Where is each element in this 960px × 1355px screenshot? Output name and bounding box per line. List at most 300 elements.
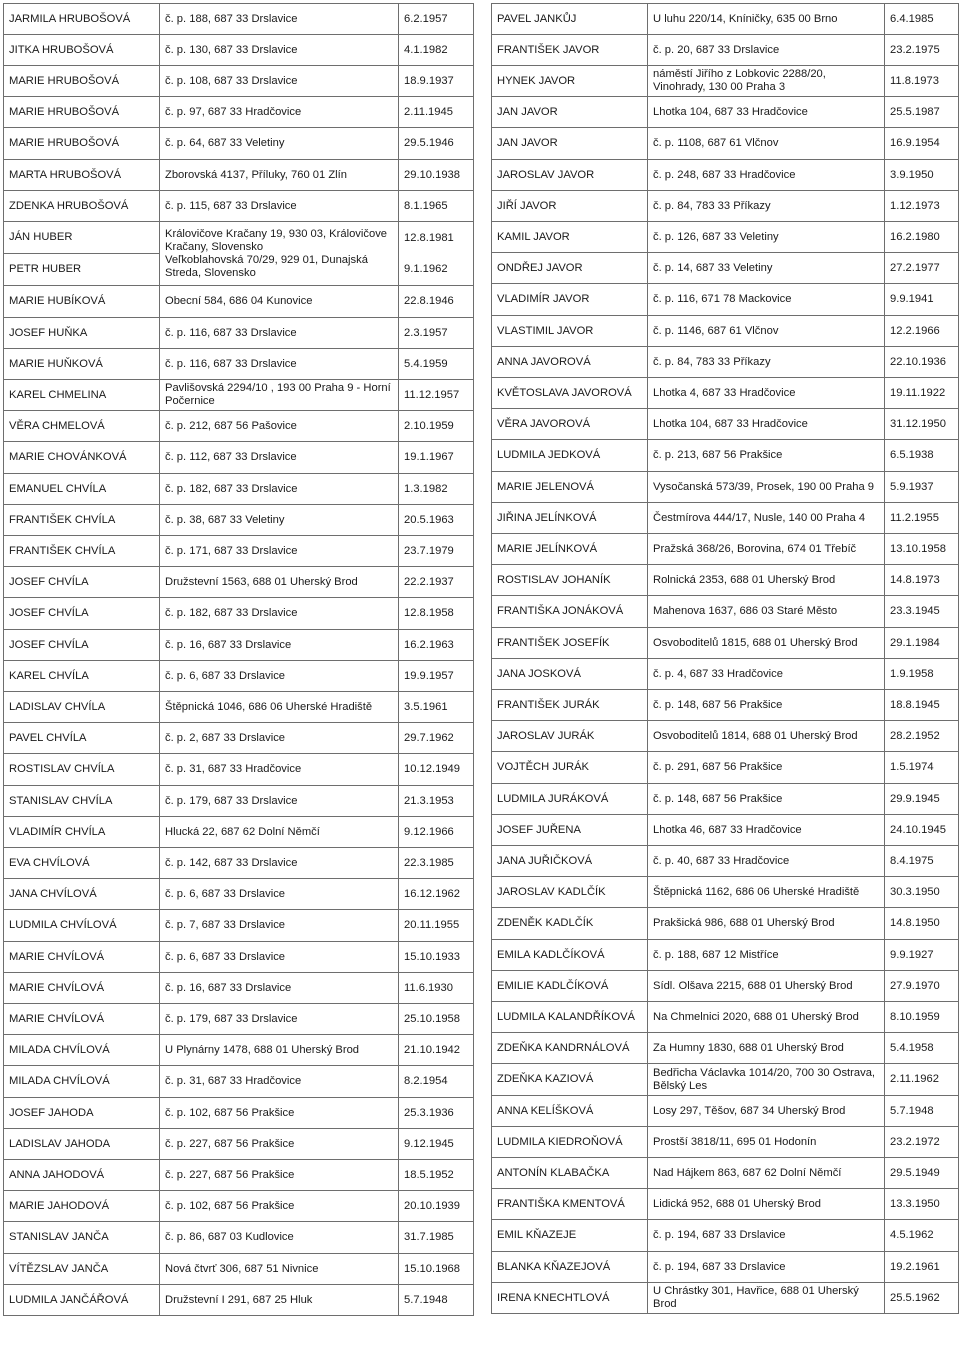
table-row xyxy=(492,596,959,628)
person-name-cell: LUDMILA KIEDROŇOVÁ xyxy=(492,1127,648,1158)
birth-date-cell: 22.8.1946 xyxy=(399,286,474,318)
table-row xyxy=(4,66,474,97)
person-name-cell: JÁN HUBER xyxy=(4,222,160,254)
person-name-cell: ROSTISLAV CHVÍLA xyxy=(4,754,160,786)
address-cell: Pavlišovská 2294/10 , 193 00 Praha 9 - Horní Počernice xyxy=(160,380,399,411)
birth-date-cell: 9.12.1966 xyxy=(399,817,474,848)
person-name-cell: JOSEF CHVÍLA xyxy=(4,598,160,630)
table-row xyxy=(4,349,474,380)
table-row xyxy=(492,877,959,908)
birth-date-cell: 5.9.1937 xyxy=(885,472,959,503)
address-cell: č. p. 148, 687 56 Prakšice xyxy=(648,784,885,815)
address-cell: Rolnická 2353, 688 01 Uherský Brod xyxy=(648,565,885,596)
person-name-cell: VĚRA CHMELOVÁ xyxy=(4,411,160,442)
person-name-cell: STANISLAV JANČA xyxy=(4,1222,160,1254)
birth-date-cell: 1.12.1973 xyxy=(885,191,959,222)
table-row xyxy=(492,253,959,284)
birth-date-cell: 8.1.1965 xyxy=(399,191,474,222)
birth-date-cell: 5.7.1948 xyxy=(885,1096,959,1127)
person-name-cell: MARIE HRUBOŠOVÁ xyxy=(4,66,160,97)
birth-date-cell: 23.2.1972 xyxy=(885,1127,959,1158)
person-name-cell: ZDENĚK KADLČÍK xyxy=(492,908,648,940)
address-cell: Lhotka 4, 687 33 Hradčovice xyxy=(648,378,885,409)
table-row xyxy=(492,815,959,846)
table-row xyxy=(492,284,959,316)
person-name-cell: ONDŘEJ JAVOR xyxy=(492,253,648,284)
table-row xyxy=(492,222,959,253)
table-row xyxy=(4,598,474,630)
birth-date-cell: 21.10.1942 xyxy=(399,1035,474,1066)
birth-date-cell: 11.6.1930 xyxy=(399,973,474,1004)
address-cell: Na Chmelnici 2020, 688 01 Uherský Brod xyxy=(648,1002,885,1033)
address-cell: č. p. 31, 687 33 Hradčovice xyxy=(160,1066,399,1098)
address-cell: Obecní 584, 686 04 Kunovice xyxy=(160,286,399,318)
person-name-cell: BLANKA KŇAZEJOVÁ xyxy=(492,1252,648,1283)
table-row xyxy=(4,1004,474,1035)
person-name-cell: EVA CHVÍLOVÁ xyxy=(4,848,160,879)
table-row xyxy=(4,848,474,879)
address-cell: Nad Hájkem 863, 687 62 Dolní Němčí xyxy=(648,1158,885,1189)
person-name-cell: JOSEF JUŘENA xyxy=(492,815,648,846)
address-cell: č. p. 126, 687 33 Veletiny xyxy=(648,222,885,253)
table-row xyxy=(492,846,959,877)
birth-date-cell: 19.1.1967 xyxy=(399,442,474,474)
birth-date-cell: 8.4.1975 xyxy=(885,846,959,877)
address-cell: č. p. 213, 687 56 Prakšice xyxy=(648,440,885,472)
person-name-cell: JOSEF HUŇKA xyxy=(4,318,160,349)
address-cell: č. p. 16, 687 33 Drslavice xyxy=(160,973,399,1004)
person-name-cell: MARIE HRUBOŠOVÁ xyxy=(4,128,160,160)
person-name-cell: MILADA CHVÍLOVÁ xyxy=(4,1066,160,1098)
address-cell: Lidická 952, 688 01 Uherský Brod xyxy=(648,1189,885,1220)
birth-date-cell: 14.8.1950 xyxy=(885,908,959,940)
person-name-cell: MARTA HRUBOŠOVÁ xyxy=(4,160,160,191)
address-line: Veľkoblahovská 70/29, 929 01, Dunajská Streda, Slovensko xyxy=(165,253,368,279)
table-row xyxy=(4,1098,474,1129)
table-row xyxy=(4,97,474,128)
address-cell: č. p. 291, 687 56 Prakšice xyxy=(648,752,885,784)
left-register-table xyxy=(3,3,474,1316)
address-cell: č. p. 148, 687 56 Prakšice xyxy=(648,690,885,721)
person-name-cell: PETR HUBER xyxy=(4,254,160,286)
address-cell: č. p. 6, 687 33 Drslavice xyxy=(160,942,399,973)
person-name-cell: FRANTIŠKA JONÁKOVÁ xyxy=(492,596,648,628)
address-cell: Osvoboditelů 1815, 688 01 Uherský Brod xyxy=(648,628,885,659)
address-cell: č. p. 97, 687 33 Hradčovice xyxy=(160,97,399,128)
person-name-cell: ANNA KELÍŠKOVÁ xyxy=(492,1096,648,1127)
person-name-cell: VLADIMÍR JAVOR xyxy=(492,284,648,316)
birth-date-cell: 29.5.1946 xyxy=(399,128,474,160)
table-row xyxy=(492,440,959,472)
address-cell: Prostší 3818/11, 695 01 Hodonín xyxy=(648,1127,885,1158)
person-name-cell: FRANTIŠEK CHVÍLA xyxy=(4,536,160,567)
person-name-cell: VLASTIMIL JAVOR xyxy=(492,316,648,347)
table-row xyxy=(492,97,959,128)
person-name-cell: JAROSLAV KADLČÍK xyxy=(492,877,648,908)
person-name-cell: LUDMILA CHVÍLOVÁ xyxy=(4,910,160,942)
birth-date-cell: 16.2.1980 xyxy=(885,222,959,253)
address-cell: Družstevní 1563, 688 01 Uherský Brod xyxy=(160,567,399,598)
birth-date-cell: 2.11.1945 xyxy=(399,97,474,128)
birth-date-cell: 6.2.1957 xyxy=(399,4,474,35)
person-name-cell: EMIL KŇAZEJE xyxy=(492,1220,648,1252)
birth-date-cell: 23.7.1979 xyxy=(399,536,474,567)
birth-date-cell: 13.10.1958 xyxy=(885,534,959,565)
birth-date-cell: 11.12.1957 xyxy=(399,380,474,411)
address-cell: U luhu 220/14, Kníničky, 635 00 Brno xyxy=(648,4,885,35)
person-name-cell: EMILA KADLČÍKOVÁ xyxy=(492,940,648,971)
address-cell: č. p. 182, 687 33 Drslavice xyxy=(160,474,399,505)
person-name-cell: JANA JOSKOVÁ xyxy=(492,659,648,690)
address-cell: č. p. 1146, 687 61 Vlčnov xyxy=(648,316,885,347)
person-name-cell: JAROSLAV JAVOR xyxy=(492,160,648,191)
person-name-cell: ANNA JAVOROVÁ xyxy=(492,347,648,378)
table-row xyxy=(492,1096,959,1127)
table-row xyxy=(4,973,474,1004)
address-cell: Lhotka 46, 687 33 Hradčovice xyxy=(648,815,885,846)
birth-date-cell: 3.9.1950 xyxy=(885,160,959,191)
birth-date-cell: 23.2.1975 xyxy=(885,35,959,66)
person-name-cell: FRANTIŠEK CHVÍLA xyxy=(4,505,160,536)
birth-date-cell: 20.11.1955 xyxy=(399,910,474,942)
address-cell: č. p. 31, 687 33 Hradčovice xyxy=(160,754,399,786)
address-cell: č. p. 64, 687 33 Veletiny xyxy=(160,128,399,160)
person-name-cell: JIŘÍ JAVOR xyxy=(492,191,648,222)
table-row xyxy=(4,474,474,505)
person-name-cell: JOSEF JAHODA xyxy=(4,1098,160,1129)
person-name-cell: KAMIL JAVOR xyxy=(492,222,648,253)
table-row xyxy=(4,910,474,942)
table-row xyxy=(492,534,959,565)
table-row xyxy=(492,1033,959,1064)
table-row xyxy=(4,1254,474,1285)
table-row xyxy=(492,659,959,690)
table-row xyxy=(4,4,474,35)
table-row xyxy=(4,1285,474,1316)
address-cell: náměstí Jiřího z Lobkovic 2288/20, Vinohrady, 130 00 Praha 3 xyxy=(648,66,885,97)
person-name-cell: LUDMILA JEDKOVÁ xyxy=(492,440,648,472)
person-name-cell: JANA CHVÍLOVÁ xyxy=(4,879,160,910)
table-row xyxy=(4,380,474,411)
table-row xyxy=(492,160,959,191)
person-name-cell: JAN JAVOR xyxy=(492,128,648,160)
birth-date-cell: 29.7.1962 xyxy=(399,723,474,754)
birth-date-cell: 1.9.1958 xyxy=(885,659,959,690)
birth-date-cell: 29.1.1984 xyxy=(885,628,959,659)
table-row xyxy=(492,1283,959,1314)
address-cell: Čestmírova 444/17, Nusle, 140 00 Praha 4 xyxy=(648,503,885,534)
table-row xyxy=(492,347,959,378)
birth-date-cell: 13.3.1950 xyxy=(885,1189,959,1220)
table-row xyxy=(492,628,959,659)
birth-date-cell: 18.8.1945 xyxy=(885,690,959,721)
date-line: 12.8.1981 xyxy=(404,231,454,244)
person-name-cell: ANNA JAHODOVÁ xyxy=(4,1160,160,1191)
person-name-cell: LUDMILA KALANDŘÍKOVÁ xyxy=(492,1002,648,1033)
table-row xyxy=(492,971,959,1002)
person-name-cell: MARIE CHVÍLOVÁ xyxy=(4,942,160,973)
birth-date-cell: 15.10.1933 xyxy=(399,942,474,973)
person-name-cell: JANA JUŘIČKOVÁ xyxy=(492,846,648,877)
birth-date-cell: 25.10.1958 xyxy=(399,1004,474,1035)
address-cell: Zborovská 4137, Příluky, 760 01 Zlín xyxy=(160,160,399,191)
birth-date-cell: 29.10.1938 xyxy=(399,160,474,191)
birth-date-cell: 16.12.1962 xyxy=(399,879,474,910)
address-cell: č. p. 188, 687 12 Mistříce xyxy=(648,940,885,971)
address-cell: č. p. 112, 687 33 Drslavice xyxy=(160,442,399,474)
address-cell: Štěpnická 1046, 686 06 Uherské Hradiště xyxy=(160,692,399,723)
address-cell: č. p. 20, 687 33 Drslavice xyxy=(648,35,885,66)
address-cell: č. p. 14, 687 33 Veletiny xyxy=(648,253,885,284)
birth-date-cell: 27.2.1977 xyxy=(885,253,959,284)
person-name-cell: MARIE HRUBOŠOVÁ xyxy=(4,97,160,128)
birth-date-cell: 27.9.1970 xyxy=(885,971,959,1002)
birth-date-cell: 4.1.1982 xyxy=(399,35,474,66)
address-cell: č. p. 130, 687 33 Drslavice xyxy=(160,35,399,66)
table-row xyxy=(4,630,474,661)
table-row xyxy=(4,567,474,598)
address-cell: Nová čtvrť 306, 687 51 Nivnice xyxy=(160,1254,399,1285)
table-row xyxy=(492,4,959,35)
table-row xyxy=(4,128,474,160)
left-table-body xyxy=(4,4,474,1316)
person-name-cell: JIŘINA JELÍNKOVÁ xyxy=(492,503,648,534)
address-cell: č. p. 6, 687 33 Drslavice xyxy=(160,661,399,692)
birth-date-cell: 9.9.1927 xyxy=(885,940,959,971)
birth-date-cell: 30.3.1950 xyxy=(885,877,959,908)
birth-date-cell: 22.2.1937 xyxy=(399,567,474,598)
date-line: 9.1.1962 xyxy=(404,262,448,275)
table-row xyxy=(492,1220,959,1252)
person-name-cell: MARIE JELENOVÁ xyxy=(492,472,648,503)
address-cell: Štěpnická 1162, 686 06 Uherské Hradiště xyxy=(648,877,885,908)
address-cell: č. p. 7, 687 33 Drslavice xyxy=(160,910,399,942)
address-cell: Mahenova 1637, 686 03 Staré Město xyxy=(648,596,885,628)
table-row xyxy=(4,786,474,817)
table-row xyxy=(4,318,474,349)
address-cell: č. p. 2, 687 33 Drslavice xyxy=(160,723,399,754)
birth-date-cell: 19.9.1957 xyxy=(399,661,474,692)
address-cell: Družstevní I 291, 687 25 Hluk xyxy=(160,1285,399,1316)
address-cell: č. p. 1108, 687 61 Vlčnov xyxy=(648,128,885,160)
birth-date-cell: 22.10.1936 xyxy=(885,347,959,378)
address-cell: č. p. 116, 687 33 Drslavice xyxy=(160,349,399,380)
person-name-cell: LADISLAV JAHODA xyxy=(4,1129,160,1160)
person-name-cell: VOJTĚCH JURÁK xyxy=(492,752,648,784)
table-row xyxy=(492,503,959,534)
birth-date-cell: 8.2.1954 xyxy=(399,1066,474,1098)
birth-date-cell: 5.7.1948 xyxy=(399,1285,474,1316)
birth-date-cell: 16.2.1963 xyxy=(399,630,474,661)
birth-date-cell: 8.10.1959 xyxy=(885,1002,959,1033)
person-name-cell: MARIE HUŇKOVÁ xyxy=(4,349,160,380)
person-name-cell: LADISLAV CHVÍLA xyxy=(4,692,160,723)
address-cell: č. p. 194, 687 33 Drslavice xyxy=(648,1252,885,1283)
table-row xyxy=(492,908,959,940)
person-name-cell: IRENA KNECHTLOVÁ xyxy=(492,1283,648,1314)
table-row xyxy=(492,1158,959,1189)
person-name-cell: PAVEL JANKŮJ xyxy=(492,4,648,35)
table-row xyxy=(4,411,474,442)
birth-date-cell: 19.2.1961 xyxy=(885,1252,959,1283)
right-table-body xyxy=(492,4,959,1314)
address-cell: č. p. 188, 687 33 Drslavice xyxy=(160,4,399,35)
table-row xyxy=(492,565,959,596)
birth-date-cell: 4.5.1962 xyxy=(885,1220,959,1252)
address-cell: č. p. 248, 687 33 Hradčovice xyxy=(648,160,885,191)
person-name-cell: JOSEF CHVÍLA xyxy=(4,567,160,598)
birth-date-cell: 1.3.1982 xyxy=(399,474,474,505)
birth-date-cell: 3.5.1961 xyxy=(399,692,474,723)
address-cell: Osvoboditelů 1814, 688 01 Uherský Brod xyxy=(648,721,885,752)
person-name-cell: MARIE CHVÍLOVÁ xyxy=(4,1004,160,1035)
address-cell: Prakšická 986, 688 01 Uherský Brod xyxy=(648,908,885,940)
person-name-cell: ZDENKA HRUBOŠOVÁ xyxy=(4,191,160,222)
birth-date-cell: 25.5.1987 xyxy=(885,97,959,128)
birth-date-cell: 9.9.1941 xyxy=(885,284,959,316)
person-name-cell: JAROSLAV JURÁK xyxy=(492,721,648,752)
birth-date-cell: 11.8.1973 xyxy=(885,66,959,97)
table-row xyxy=(492,378,959,409)
table-row xyxy=(4,1222,474,1254)
person-name-cell: VLADIMÍR CHVÍLA xyxy=(4,817,160,848)
address-cell: č. p. 115, 687 33 Drslavice xyxy=(160,191,399,222)
table-row xyxy=(4,536,474,567)
address-cell: Lhotka 104, 687 33 Hradčovice xyxy=(648,409,885,440)
address-cell: č. p. 102, 687 56 Prakšice xyxy=(160,1191,399,1222)
person-name-cell: MARIE CHOVÁNKOVÁ xyxy=(4,442,160,474)
birth-date-cell: 2.3.1957 xyxy=(399,318,474,349)
address-cell: č. p. 182, 687 33 Drslavice xyxy=(160,598,399,630)
address-cell: č. p. 212, 687 56 Pašovice xyxy=(160,411,399,442)
address-cell xyxy=(160,222,399,286)
person-name-cell: VÍTĚZSLAV JANČA xyxy=(4,1254,160,1285)
person-name-cell: LUDMILA JURÁKOVÁ xyxy=(492,784,648,815)
table-row xyxy=(492,35,959,66)
table-row xyxy=(4,754,474,786)
person-name-cell: JOSEF CHVÍLA xyxy=(4,630,160,661)
table-row xyxy=(492,784,959,815)
birth-date-cell: 31.7.1985 xyxy=(399,1222,474,1254)
address-cell: č. p. 86, 687 03 Kudlovice xyxy=(160,1222,399,1254)
person-name-cell: ANTONÍN KLABAČKA xyxy=(492,1158,648,1189)
table-row xyxy=(4,879,474,910)
birth-date-cell: 19.11.1922 xyxy=(885,378,959,409)
birth-date-cell: 29.5.1949 xyxy=(885,1158,959,1189)
table-row xyxy=(492,1002,959,1033)
birth-date-cell: 20.10.1939 xyxy=(399,1191,474,1222)
birth-date-cell: 16.9.1954 xyxy=(885,128,959,160)
table-row xyxy=(4,1035,474,1066)
table-row xyxy=(4,286,474,318)
table-row xyxy=(4,160,474,191)
table-row xyxy=(492,690,959,721)
person-name-cell: FRANTIŠEK JURÁK xyxy=(492,690,648,721)
table-row xyxy=(492,1189,959,1220)
address-cell: č. p. 179, 687 33 Drslavice xyxy=(160,1004,399,1035)
birth-date-cell: 6.5.1938 xyxy=(885,440,959,472)
birth-date-cell: 2.11.1962 xyxy=(885,1064,959,1096)
birth-date-cell: 20.5.1963 xyxy=(399,505,474,536)
table-row xyxy=(4,35,474,66)
table-row xyxy=(4,942,474,973)
birth-date-cell: 25.5.1962 xyxy=(885,1283,959,1314)
birth-date-cell: 14.8.1973 xyxy=(885,565,959,596)
address-cell: Sídl. Olšava 2215, 688 01 Uherský Brod xyxy=(648,971,885,1002)
table-row xyxy=(492,316,959,347)
birth-date-cell: 2.10.1959 xyxy=(399,411,474,442)
birth-date-cell: 18.9.1937 xyxy=(399,66,474,97)
person-name-cell: EMILIE KADLČÍKOVÁ xyxy=(492,971,648,1002)
birth-date-cell: 6.4.1985 xyxy=(885,4,959,35)
right-register-table xyxy=(491,3,959,1314)
address-cell: Hlucká 22, 687 62 Dolní Němčí xyxy=(160,817,399,848)
birth-date-cell: 5.4.1958 xyxy=(885,1033,959,1064)
table-row xyxy=(4,222,474,254)
table-row xyxy=(492,752,959,784)
table-row xyxy=(4,1066,474,1098)
birth-date-cell: 29.9.1945 xyxy=(885,784,959,815)
person-name-cell: VĚRA JAVOROVÁ xyxy=(492,409,648,440)
address-cell: Vysočanská 573/39, Prosek, 190 00 Praha 9 xyxy=(648,472,885,503)
table-row xyxy=(4,1191,474,1222)
person-name-cell: MARIE JAHODOVÁ xyxy=(4,1191,160,1222)
person-name-cell: PAVEL CHVÍLA xyxy=(4,723,160,754)
address-cell: U Chrástky 301, Havřice, 688 01 Uherský Brod xyxy=(648,1283,885,1314)
person-name-cell: LUDMILA JANČÁŘOVÁ xyxy=(4,1285,160,1316)
person-name-cell: JITKA HRUBOŠOVÁ xyxy=(4,35,160,66)
address-cell: č. p. 16, 687 33 Drslavice xyxy=(160,630,399,661)
table-row xyxy=(492,1127,959,1158)
person-name-cell: STANISLAV CHVÍLA xyxy=(4,786,160,817)
address-cell: č. p. 194, 687 33 Drslavice xyxy=(648,1220,885,1252)
birth-date-cell: 12.8.1958 xyxy=(399,598,474,630)
person-name-cell: FRANTIŠEK JOSEFÍK xyxy=(492,628,648,659)
table-row xyxy=(4,1129,474,1160)
address-cell: č. p. 38, 687 33 Veletiny xyxy=(160,505,399,536)
table-row xyxy=(4,191,474,222)
person-name-cell: MILADA CHVÍLOVÁ xyxy=(4,1035,160,1066)
address-cell: č. p. 227, 687 56 Prakšice xyxy=(160,1160,399,1191)
table-row xyxy=(492,128,959,160)
table-row xyxy=(492,472,959,503)
person-name-cell: MARIE CHVÍLOVÁ xyxy=(4,973,160,1004)
person-name-cell: JAN JAVOR xyxy=(492,97,648,128)
table-row xyxy=(4,661,474,692)
birth-date-cell: 9.12.1945 xyxy=(399,1129,474,1160)
person-name-cell: FRANTIŠKA KMENTOVÁ xyxy=(492,1189,648,1220)
address-line: Královičove Kračany 19, 930 03, Královičove Kračany, Slovensko xyxy=(165,227,388,253)
person-name-cell: ZDEŇKA KAZIOVÁ xyxy=(492,1064,648,1096)
address-cell: č. p. 40, 687 33 Hradčovice xyxy=(648,846,885,877)
address-cell: č. p. 171, 687 33 Drslavice xyxy=(160,536,399,567)
address-cell: č. p. 116, 687 33 Drslavice xyxy=(160,318,399,349)
birth-date-cell: 18.5.1952 xyxy=(399,1160,474,1191)
birth-date-cell: 31.12.1950 xyxy=(885,409,959,440)
table-row xyxy=(492,409,959,440)
person-name-cell: HYNEK JAVOR xyxy=(492,66,648,97)
person-name-cell: ROSTISLAV JOHANÍK xyxy=(492,565,648,596)
address-cell: č. p. 142, 687 33 Drslavice xyxy=(160,848,399,879)
table-row xyxy=(4,817,474,848)
birth-date-cell xyxy=(399,222,474,286)
address-cell: U Plynárny 1478, 688 01 Uherský Brod xyxy=(160,1035,399,1066)
address-cell: č. p. 227, 687 56 Prakšice xyxy=(160,1129,399,1160)
address-cell: Losy 297, Těšov, 687 34 Uherský Brod xyxy=(648,1096,885,1127)
person-name-cell: FRANTIŠEK JAVOR xyxy=(492,35,648,66)
table-row xyxy=(4,505,474,536)
address-cell: č. p. 4, 687 33 Hradčovice xyxy=(648,659,885,690)
